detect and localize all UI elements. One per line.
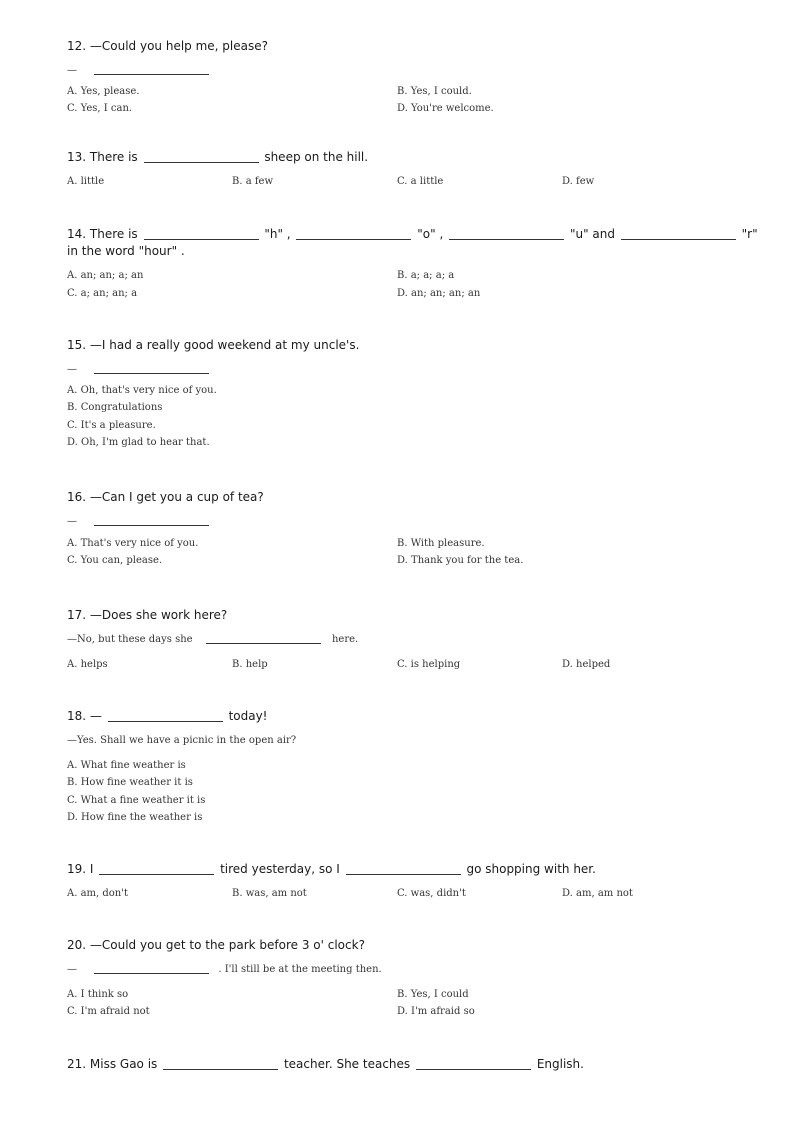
option-c[interactable]: C. You can, please. — [67, 555, 163, 566]
question-17 — [67, 607, 727, 673]
option-b[interactable]: B. Congratulations — [67, 402, 163, 413]
answer-blank[interactable] — [144, 150, 259, 163]
option-d[interactable]: D. Thank you for the tea. — [397, 555, 524, 566]
option-c[interactable]: C. Yes, I can. — [67, 103, 133, 114]
answer-blank[interactable] — [108, 709, 223, 722]
question-stem: 20. —Could you get to the park before 3 o' clock? — [67, 938, 365, 952]
option-c[interactable]: C. What a fine weather it is — [67, 794, 206, 806]
answer-line: — — [67, 62, 727, 80]
option-b[interactable]: B. Yes, I could — [397, 988, 469, 1000]
answer-blank[interactable] — [416, 1057, 531, 1070]
question-20 — [67, 937, 727, 1021]
option-a[interactable]: A. Oh, that's very nice of you. — [67, 384, 217, 396]
answer-blank[interactable] — [94, 361, 209, 374]
option-d[interactable]: D. How fine the weather is — [67, 812, 203, 823]
option-a[interactable]: A. helps — [67, 658, 108, 670]
option-a[interactable]: A. Yes, please. — [67, 85, 140, 97]
question-21 — [67, 1056, 727, 1073]
option-d[interactable]: D. helped — [562, 658, 611, 670]
question-19 — [67, 861, 727, 903]
option-c[interactable]: C. a little — [397, 176, 444, 187]
question-15 — [67, 337, 727, 452]
option-d[interactable]: D. am, am not — [562, 888, 633, 899]
question-stem: 15. —I had a really good weekend at my uncle's. — [67, 338, 360, 352]
option-c[interactable]: C. was, didn't — [397, 888, 466, 899]
option-d[interactable]: D. You're welcome. — [397, 103, 494, 114]
option-b[interactable]: B. How fine weather it is — [67, 777, 193, 788]
option-a[interactable]: A. little — [67, 176, 105, 187]
option-a[interactable]: A. I think so — [67, 988, 129, 1000]
option-d[interactable]: D. an; an; an; an — [397, 287, 481, 299]
option-a[interactable]: A. an; an; a; an — [67, 270, 144, 281]
option-a[interactable]: A. What fine weather is — [67, 759, 186, 771]
option-b[interactable]: B. a; a; a; a — [397, 270, 455, 281]
option-d[interactable]: D. I'm afraid so — [397, 1006, 475, 1017]
option-b[interactable]: B. help — [232, 658, 268, 670]
answer-blank[interactable] — [346, 862, 461, 875]
answer-line: — — [67, 361, 727, 379]
answer-line: — . I'll still be at the meeting then. — [67, 961, 727, 979]
option-d[interactable]: D. few — [562, 176, 595, 187]
answer-blank[interactable] — [94, 513, 209, 526]
option-c[interactable]: C. is helping — [397, 658, 461, 670]
question-stem: 19. I tired yesterday, so I go shopping with her. — [67, 862, 596, 876]
question-12 — [67, 38, 727, 118]
option-b[interactable]: B. Yes, I could. — [397, 85, 472, 97]
question-stem: 14. There is "h" , "o" , "u" and "r" — [67, 227, 758, 241]
option-b[interactable]: B. was, am not — [232, 888, 307, 899]
answer-blank[interactable] — [94, 961, 209, 974]
option-b[interactable]: B. With pleasure. — [397, 537, 485, 549]
question-stem: 17. —Does she work here? — [67, 608, 228, 622]
question-stem: 16. —Can I get you a cup of tea? — [67, 490, 264, 504]
option-a[interactable]: A. am, don't — [67, 888, 129, 899]
answer-blank[interactable] — [206, 631, 321, 644]
question-stem-continued: in the word "hour" . — [67, 244, 185, 258]
option-d[interactable]: D. Oh, I'm glad to hear that. — [67, 437, 210, 448]
answer-blank[interactable] — [621, 227, 736, 240]
answer-blank[interactable] — [296, 227, 411, 240]
option-c[interactable]: C. a; an; an; a — [67, 287, 138, 299]
question-16 — [67, 489, 727, 570]
question-14 — [67, 226, 758, 302]
option-c[interactable]: C. It's a pleasure. — [67, 419, 156, 431]
question-stem: 12. —Could you help me, please? — [67, 39, 268, 53]
option-b[interactable]: B. a few — [232, 176, 274, 187]
answer-blank[interactable] — [144, 227, 259, 240]
answer-blank[interactable] — [99, 862, 214, 875]
question-stem: 18. — today! — [67, 709, 268, 723]
answer-blank[interactable] — [163, 1057, 278, 1070]
option-a[interactable]: A. That's very nice of you. — [67, 537, 199, 549]
answer-blank[interactable] — [449, 227, 564, 240]
answer-blank[interactable] — [94, 62, 209, 75]
question-stem: 21. Miss Gao is teacher. She teaches English. — [67, 1057, 584, 1071]
answer-line: —No, but these days she here. — [67, 631, 727, 649]
question-stem: 13. There is sheep on the hill. — [67, 150, 369, 164]
response-line: —Yes. Shall we have a picnic in the open air? — [67, 735, 297, 746]
answer-line: — — [67, 513, 727, 531]
option-c[interactable]: C. I'm afraid not — [67, 1006, 150, 1017]
question-18 — [67, 708, 727, 827]
question-13 — [67, 149, 727, 191]
